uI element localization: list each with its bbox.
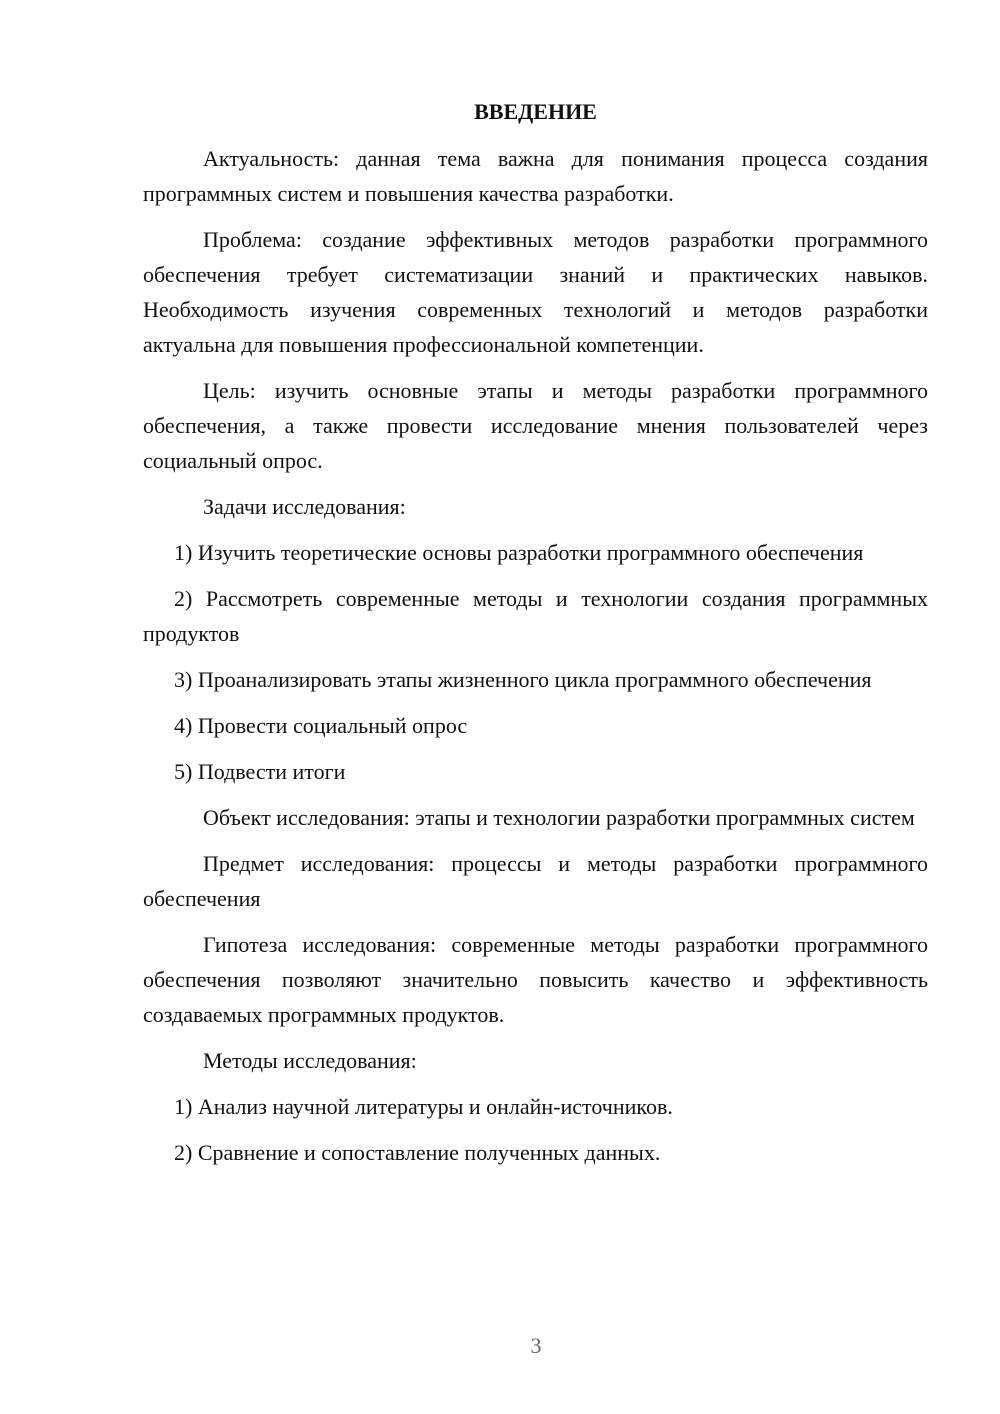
hypothesis-paragraph: Гипотеза исследования: современные методы разработки программного обеспечения позволяют значительно повысить качество и эффективность создаваемых программных продуктов.	[143, 932, 928, 1027]
methods-heading: Методы исследования:	[203, 1048, 417, 1073]
task-item: 5) Подвести итоги	[174, 759, 346, 784]
page-title: ВВЕДЕНИЕ	[474, 99, 597, 124]
document-page	[143, 94, 928, 1181]
object-paragraph: Объект исследования: этапы и технологии разработки программных систем	[203, 805, 915, 830]
relevance-paragraph: Актуальность: данная тема важна для понимания процесса создания программных систем и повышения качества разработки.	[143, 146, 928, 206]
problem-paragraph: Проблема: создание эффективных методов разработки программного обеспечения требует систематизации знаний и практических навыков. Необходимость изучения современных технологий и методов разработки актуальна для повышения профессиональной компетенции.	[143, 227, 928, 357]
method-item: 2) Сравнение и сопоставление полученных данных.	[174, 1140, 661, 1165]
page-number: 3	[530, 1333, 542, 1358]
task-item: 3) Проанализировать этапы жизненного цикла программного обеспечения	[174, 667, 872, 692]
task-item: 2) Рассмотреть современные методы и технологии создания программных продуктов	[143, 586, 928, 646]
method-item: 1) Анализ научной литературы и онлайн-источников.	[174, 1094, 673, 1119]
subject-paragraph: Предмет исследования: процессы и методы разработки программного обеспечения	[143, 851, 928, 911]
tasks-heading: Задачи исследования:	[203, 494, 406, 519]
task-item: 1) Изучить теоретические основы разработки программного обеспечения	[174, 540, 864, 565]
task-item: 4) Провести социальный опрос	[174, 713, 468, 738]
goal-paragraph: Цель: изучить основные этапы и методы разработки программного обеспечения, а также провести исследование мнения пользователей через социальный опрос.	[143, 378, 928, 473]
